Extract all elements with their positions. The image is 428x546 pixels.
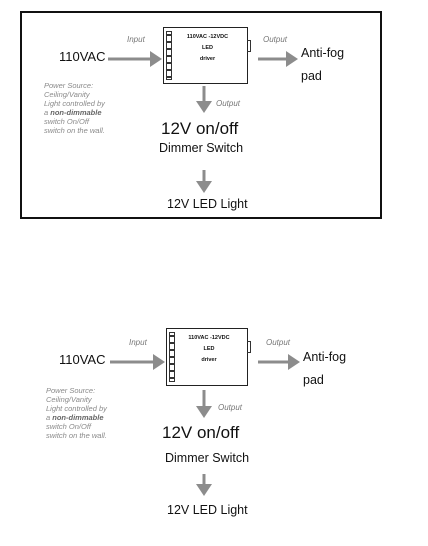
input-label: Input: [127, 35, 145, 44]
source-label: 110VAC: [59, 49, 106, 64]
pad-label: pad: [301, 69, 322, 83]
input-label: Input: [129, 338, 147, 347]
arrow-input-1: [108, 51, 162, 67]
pad-label: pad: [303, 373, 324, 387]
driver-line: 110VAC -12VDC: [188, 335, 230, 341]
anti-fog-label: Anti-fog: [301, 46, 345, 60]
driver-line: driver: [199, 56, 216, 62]
led-driver-box: [163, 27, 248, 84]
output-label-right: Output: [266, 338, 291, 347]
power-source-note: Power Source: Ceiling/Vanity Light controlled by a non-dimmable switch On/Off switch on the wall.: [46, 386, 107, 440]
driver-mount-clip: [247, 341, 251, 353]
arrow-output-down-2: [196, 390, 212, 418]
light-label: 12V LED Light: [167, 197, 248, 211]
switch-subtitle: Dimmer Switch: [159, 141, 244, 155]
switch-subtitle: Dimmer Switch: [165, 451, 250, 465]
anti-fog-label: Anti-fog: [303, 350, 347, 364]
driver-terminal-block: [169, 332, 175, 382]
arrow-to-light-1: [196, 170, 212, 193]
driver-mount-clip: [247, 40, 251, 52]
non-dimmable-emphasis: non-dimmable: [50, 108, 102, 117]
arrow-to-light-2: [196, 474, 212, 496]
output-label-down: Output: [216, 99, 241, 108]
light-label: 12V LED Light: [167, 503, 248, 517]
arrow-output-right-1: [258, 51, 298, 67]
driver-line: driver: [201, 357, 217, 363]
driver-line: LED: [202, 45, 213, 51]
driver-line: 110VAC -12VDC: [186, 34, 229, 40]
led-driver-box: [166, 328, 248, 386]
output-label-right: Output: [263, 35, 288, 44]
arrow-input-2: [110, 354, 165, 370]
switch-title: 12V on/off: [162, 423, 240, 442]
arrow-output-down-1: [196, 86, 212, 113]
power-source-note: Power Source: Ceiling/Vanity Light controlled by a non-dimmable switch On/Off switch on the wall.: [44, 81, 105, 135]
driver-line: LED: [203, 346, 215, 352]
output-label-down: Output: [218, 403, 243, 412]
switch-title: 12V on/off: [161, 119, 239, 138]
non-dimmable-emphasis: non-dimmable: [52, 413, 104, 422]
source-label: 110VAC: [59, 352, 106, 367]
arrow-output-right-2: [258, 354, 300, 370]
driver-terminal-block: [166, 31, 172, 80]
